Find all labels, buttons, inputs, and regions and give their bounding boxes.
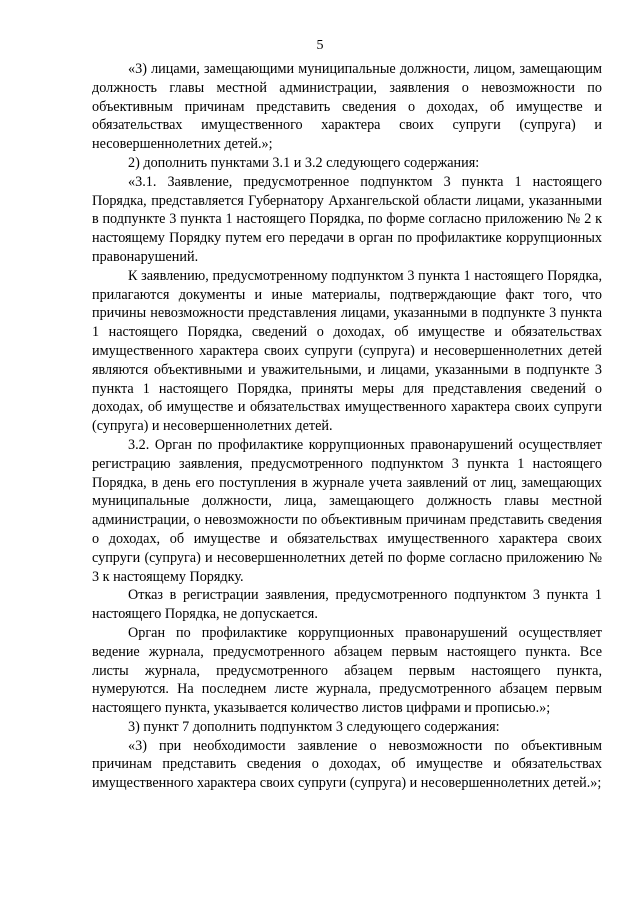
- paragraph-amendment-2: 2) дополнить пунктами 3.1 и 3.2 следующего содержания:: [128, 154, 480, 171]
- paragraph-subitem-3: «3) лицами, замещающими муниципальные должности, лицом, замещающим должность главы местной администрации, заявления о невозможности по объективным причинам представить сведения о доходах, об имуществе и обязательствах имущественного характера своих супруги (супруга) и несовершеннолетних детей.»;: [92, 61, 602, 153]
- paragraph-attachments: К заявлению, предусмотренному подпунктом 3 пункта 1 настоящего Порядка, прилагаются документы и иные материалы, подтверждающие факт того, что причины невозможности представления лицами, указанными в подпункте 3 пункта 1 настоящего Порядка, сведений о доходах, об имуществе и обязательствах имущественного характера своих супруги (супруга) и несовершеннолетних детей являются объективными и уважительными, и лицами, указанными в подпункте 3 пункта 1 настоящего Порядка, приняты меры для представления сведений о доходах, об имуществе и обязательствах имущественного характера своих супруги (супруга) и несовершеннолетних детей.: [92, 267, 602, 435]
- paragraph-amendment-3: 3) пункт 7 дополнить подпунктом 3 следующего содержания:: [128, 718, 500, 735]
- paragraph-new-subitem-3: «3) при необходимости заявление о невозможности по объективным причинам представить сведения о доходах, об имуществе и обязательствах имущественного характера своих супруги (супруга) и несовершеннолетних детей.»;: [92, 737, 602, 792]
- paragraph-clause-3-1: «3.1. Заявление, предусмотренное подпунктом 3 пункта 1 настоящего Порядка, представляется Губернатору Архангельской области лицами, указанными в подпункте 3 пункта 1 настоящего Порядка, по форме согласно приложению № 2 к настоящему Порядку путем его передачи в орган по профилактике коррупционных правонарушений.: [92, 173, 602, 265]
- page-number: 5: [316, 38, 324, 53]
- document-body: [92, 60, 602, 793]
- paragraph-journal: Орган по профилактике коррупционных правонарушений осуществляет ведение журнала, предусмотренного абзацем первым настоящего пункта. Все листы журнала, предусмотренного абзацем первым настоящего пункта, нумеруются. На последнем листе журнала, предусмотренного абзацем первым настоящего пункта, указывается количество листов цифрами и прописью.»;: [92, 624, 602, 717]
- paragraph-clause-3-2: 3.2. Орган по профилактике коррупционных правонарушений осуществляет регистрацию заявления, предусмотренного подпунктом 3 пункта 1 настоящего Порядка, в день его поступления в журнале учета заявлений от лиц, замещающих муниципальные должности, лица, замещающего должность главы местной администрации, о невозможности по объективным причинам представить сведения о доходах, об имуществе и обязательствах имущественного характера своих супруги (супруга) и несовершеннолетних детей по форме согласно приложению № 3 к настоящему Порядку.: [92, 436, 602, 585]
- paragraph-refusal: Отказ в регистрации заявления, предусмотренного подпунктом 3 пункта 1 настоящего Порядка, не допускается.: [92, 587, 602, 623]
